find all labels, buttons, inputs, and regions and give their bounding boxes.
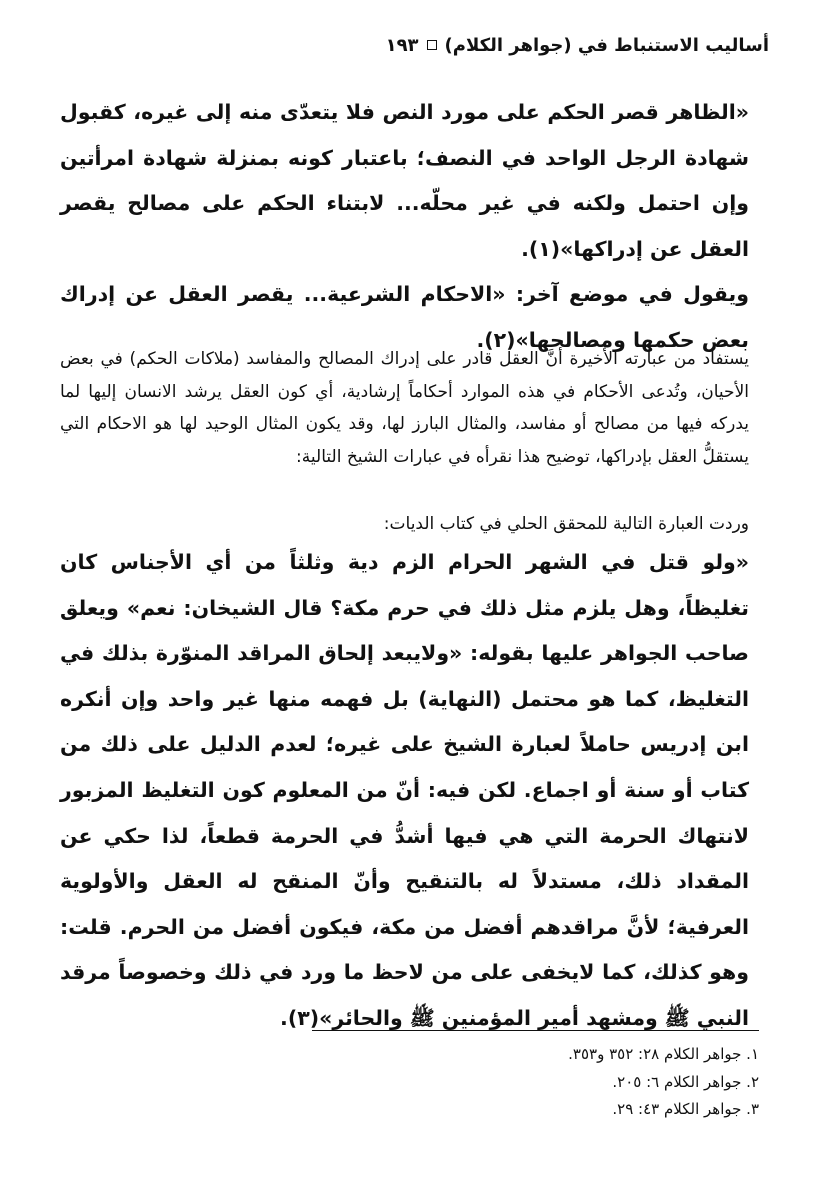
footnote-2: ٢. جواهر الكلام ٦: ٢٠٥.: [612, 1072, 759, 1091]
body-paragraph-1: يستفاد من عبارته الأخيرة أنَّ العقل قادر على إدراك المصالح والمفاسد (ملاكات الحكم) في بعض الأحيان، وتُدعى الأحكام في هذه الموارد أحكاماً إرشادية، أي كون العقل يرشد الانسان إليها لما يدركه فيها من مصالح أو مفاسد، والمثال البارز لها، وقد يكون المثال الوحيد لها هو الاحكام التي يستقلُّ العقل بإدراكها، توضيح هذا نقرأه في عبارات الشيخ التالية:: [60, 349, 749, 467]
square-separator-icon: [427, 40, 437, 50]
quote-paragraph-1: «الظاهر قصر الحكم على مورد النص فلا يتعدّى منه إلى غيره، كقبول شهادة الرجل الواحد في النصف؛ باعتبار كونه بمنزلة شهادة امرأتين وإن احتمل ولكنه في غير محلّه... لابتناء الحكم على مصالح يقصر العقل عن إدراكها»(١).: [60, 100, 749, 261]
body-paragraph-2: وردت العبارة التالية للمحقق الحلي في كتاب الديات:: [383, 514, 749, 534]
footnote-3: ٣. جواهر الكلام ٤٣: ٢٩.: [612, 1100, 759, 1118]
footnote-1: ١. جواهر الكلام ٢٨: ٣٥٢ و٣٥٣.: [568, 1045, 759, 1063]
page-number: ١٩٣: [385, 34, 419, 56]
footnote-divider: [312, 1030, 759, 1031]
quote-paragraph-2: ويقول في موضع آخر: «الاحكام الشرعية... يقصر العقل عن إدراك بعض حكمها ومصالحها»(٢).: [60, 282, 749, 352]
running-header: [40, 30, 769, 60]
running-title: أساليب الاستنباط في (جواهر الكلام): [444, 34, 769, 56]
quote-paragraph-3: «ولو قتل في الشهر الحرام الزم دية وثلثاً من أي الأجناس كان تغليظاً، وهل يلزم مثل ذلك في حرم مكة؟ قال الشيخان: نعم» ويعلق صاحب الجواهر عليها بقوله: «ولايبعد إلحاق المراقد المنوّرة بذلك في التغليظ، كما هو محتمل (النهاية) بل فهمه منها غير واحد وإن أنكره ابن إدريس حاملاً لعبارة الشيخ على غيره؛ لعدم الدليل على ذلك من كتاب أو سنة أو اجماع. لكن فيه: أنّ من المعلوم كون التغليظ المزبور لانتهاك الحرمة التي هي فيها أشدُّ في الحرمة قطعاً، لذا حكي عن المقداد ذلك، مستدلاً له بالتنقيح وأنّ المنقح له العقل والأولوية العرفية؛ لأنَّ مراقدهم أفضل من مكة، فيكون أفضل من الحرم. قلت: وهو كذلك، كما لايخفى على من لاحظ ما ورد في ذلك وخصوصاً مرقد النبي ﷺ ومشهد أمير المؤمنين ﷺ والحائر»(٣).: [60, 550, 749, 1030]
footnotes: [60, 1041, 759, 1124]
